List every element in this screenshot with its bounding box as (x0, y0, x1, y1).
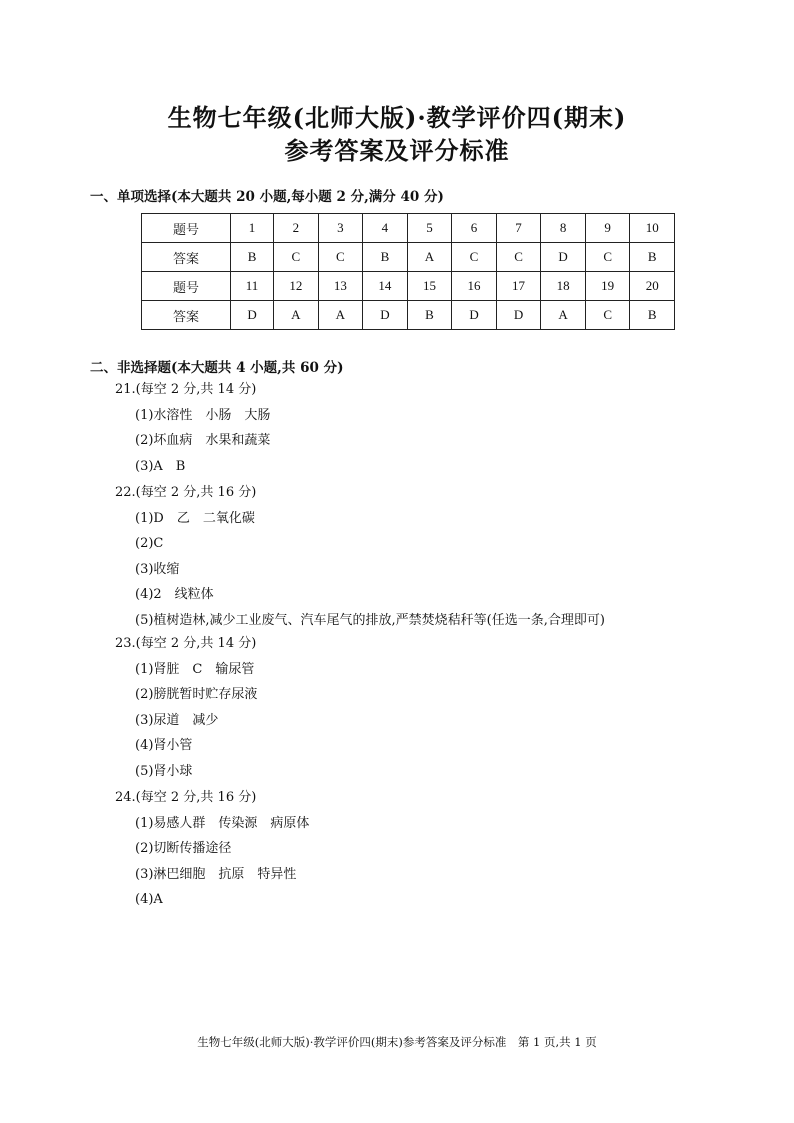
answer-item: (4)肾小管 (135, 738, 193, 753)
table-cell: C (585, 243, 630, 272)
table-row-answers-1 (142, 243, 675, 272)
question-block-23 (115, 631, 257, 784)
table-cell: D (452, 301, 497, 330)
table-cell: C (585, 301, 630, 330)
table-cell: D (363, 301, 408, 330)
question-header: 22.(每空 2 分,共 16 分) (115, 485, 257, 500)
table-cell: C (318, 243, 363, 272)
question-block-22 (115, 480, 605, 633)
page-title: 生物七年级(北师大版)·教学评价四(期末) (167, 103, 627, 132)
answer-item: (5)植树造林,减少工业废气、汽车尾气的排放,严禁焚烧秸秆等(任选一条,合理即可) (135, 612, 605, 628)
table-cell: 13 (318, 272, 363, 301)
table-cell: 18 (541, 272, 586, 301)
table-cell: 11 (231, 272, 274, 301)
table-cell: 17 (496, 272, 541, 301)
section-heading-non-choice: 二、非选择题(本大题共 4 小题,共 60 分) (90, 360, 344, 376)
table-row-numbers-2 (142, 272, 675, 301)
answer-item: (4)2 线粒体 (135, 587, 214, 602)
answer-item: (3)收缩 (135, 561, 180, 577)
row-label-answer: 答案 (142, 301, 231, 330)
table-cell: 4 (363, 214, 408, 243)
section-heading-multiple-choice: 一、单项选择(本大题共 20 小题,每小题 2 分,满分 40 分) (90, 189, 444, 205)
answer-item: (2)C (135, 536, 164, 551)
question-header: 23.(每空 2 分,共 14 分) (115, 636, 257, 651)
table-cell: B (407, 301, 452, 330)
table-cell: 10 (630, 214, 675, 243)
answer-item: (2)切断传播途径 (135, 841, 232, 856)
table-cell: 20 (630, 272, 675, 301)
row-label-number: 题号 (142, 214, 231, 243)
answer-item: (1)肾脏 C 输尿管 (135, 661, 255, 677)
answer-item: (1)D 乙 二氧化碳 (135, 510, 255, 526)
answer-item: (2)坏血病 水果和蔬菜 (135, 433, 271, 448)
answer-item: (4)A (135, 892, 163, 907)
table-cell: 2 (274, 214, 319, 243)
table-cell: D (496, 301, 541, 330)
row-label-number: 题号 (142, 272, 231, 301)
answer-item: (1)易感人群 传染源 病原体 (135, 815, 310, 831)
table-cell: B (630, 301, 675, 330)
table-cell: C (496, 243, 541, 272)
page-footer: 生物七年级(北师大版)·教学评价四(期末)参考答案及评分标准 第 1 页,共 1 页 (197, 1035, 597, 1049)
table-cell: A (274, 301, 319, 330)
answer-item: (1)水溶性 小肠 大肠 (135, 407, 271, 423)
table-cell: A (407, 243, 452, 272)
question-block-21 (115, 377, 270, 479)
table-cell: C (274, 243, 319, 272)
table-cell: 15 (407, 272, 452, 301)
answer-item: (3)A B (135, 458, 186, 474)
table-cell: 8 (541, 214, 586, 243)
table-cell: 7 (496, 214, 541, 243)
table-cell: A (318, 301, 363, 330)
question-header: 21.(每空 2 分,共 14 分) (115, 382, 257, 397)
table-cell: 12 (274, 272, 319, 301)
table-cell: 19 (585, 272, 630, 301)
answer-item: (3)淋巴细胞 抗原 特异性 (135, 866, 297, 882)
answer-item: (2)膀胱暂时贮存尿液 (135, 687, 258, 702)
table-cell: A (541, 301, 586, 330)
table-cell: B (630, 243, 675, 272)
answer-table (141, 213, 675, 330)
table-cell: D (231, 301, 274, 330)
table-cell: D (541, 243, 586, 272)
table-cell: 14 (363, 272, 408, 301)
table-cell: 6 (452, 214, 497, 243)
table-cell: 5 (407, 214, 452, 243)
table-cell: C (452, 243, 497, 272)
table-cell: B (363, 243, 408, 272)
table-cell: 3 (318, 214, 363, 243)
page-subtitle: 参考答案及评分标准 (284, 136, 510, 165)
row-label-answer: 答案 (142, 243, 231, 272)
question-header: 24.(每空 2 分,共 16 分) (115, 790, 257, 805)
answer-item: (5)肾小球 (135, 763, 193, 779)
table-cell: B (231, 243, 274, 272)
table-row-answers-2 (142, 301, 675, 330)
table-cell: 1 (231, 214, 274, 243)
answer-item: (3)尿道 减少 (135, 712, 219, 728)
question-block-24 (115, 785, 309, 913)
table-cell: 9 (585, 214, 630, 243)
table-row-numbers-1 (142, 214, 675, 243)
table-cell: 16 (452, 272, 497, 301)
